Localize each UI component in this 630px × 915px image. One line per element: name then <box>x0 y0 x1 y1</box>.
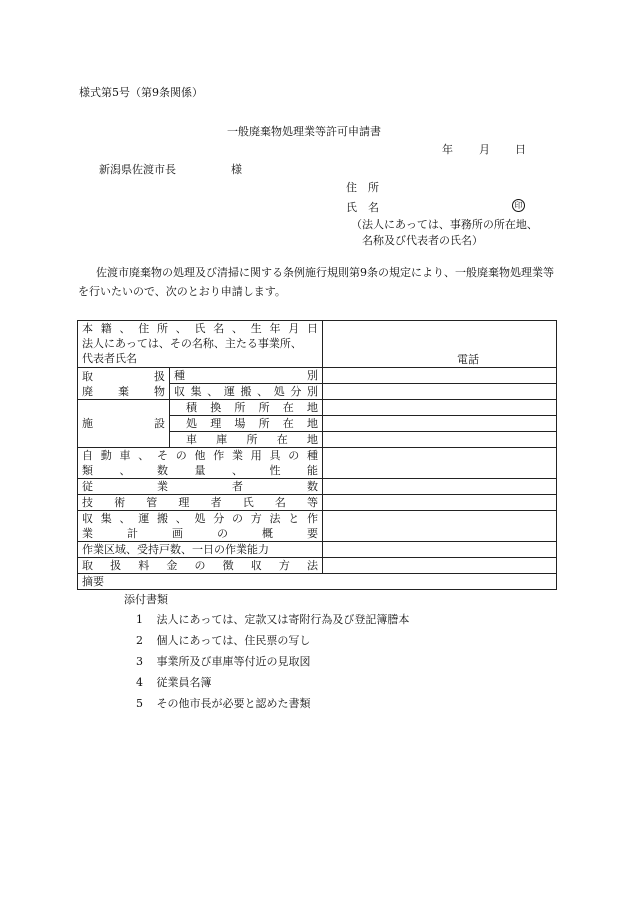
table-row <box>78 558 557 574</box>
attachment-text: その他市長が必要と認めた書類 <box>156 697 311 710</box>
applicant-address-label: 住 所 <box>346 181 379 194</box>
facility-label: 施設 <box>78 400 170 448</box>
waste-type-label: 種別 <box>170 368 323 384</box>
applicant-info-line1: 本籍、住所、氏名、生年月日 <box>82 322 319 335</box>
work-area-value-cell[interactable] <box>323 542 557 558</box>
attachment-text: 従業員名簿 <box>156 676 212 689</box>
seal-icon: 印 <box>512 199 525 212</box>
transfer-place-value-cell[interactable] <box>323 400 557 416</box>
addressee-honorific: 様 <box>231 163 242 176</box>
attachments-title: 添付書類 <box>124 593 168 606</box>
table-row <box>78 511 557 542</box>
attachment-number: 1 <box>136 613 143 626</box>
disposal-place-label: 処理場所在地 <box>170 416 323 432</box>
method-label-cell <box>78 511 323 542</box>
form-number: 様式第5号（第9条関係） <box>79 86 203 99</box>
attachment-item <box>136 694 311 714</box>
applicant-name-label: 氏 名 <box>346 201 379 214</box>
seal-mark <box>512 198 525 212</box>
garage-place-value-cell[interactable] <box>323 432 557 448</box>
form-title: 一般廃棄物処理業等許可申請書 <box>227 125 381 138</box>
table-row <box>78 368 557 384</box>
collect-type-label: 収集、運搬、処分別 <box>170 384 323 400</box>
attachment-item <box>136 631 310 651</box>
collect-type-value-cell[interactable] <box>323 384 557 400</box>
attachment-text: 法人にあっては、定款又は寄附行為及び登記簿謄本 <box>156 613 410 626</box>
attachment-item <box>136 610 409 630</box>
applicant-info-line3: 代表者氏名 <box>82 352 137 365</box>
handling-line1: 取扱 <box>82 369 165 383</box>
remarks-label: 摘要 <box>82 575 104 588</box>
applicant-info-value-cell[interactable] <box>323 321 557 368</box>
method-value-cell[interactable] <box>323 511 557 542</box>
table-row <box>78 542 557 558</box>
date-day: 日 <box>515 143 526 156</box>
vehicles-line2: 類、数量、性能 <box>82 464 319 477</box>
attachment-number: 4 <box>136 676 143 689</box>
attachment-number: 3 <box>136 655 143 668</box>
handling-line2: 廃棄物 <box>82 384 165 398</box>
engineer-value-cell[interactable] <box>323 495 557 511</box>
fee-label: 取扱料金の徴収方法 <box>78 558 323 574</box>
applicant-note-line1: （法人にあっては、事務所の所在地、 <box>351 218 538 231</box>
workers-value-cell[interactable] <box>323 479 557 495</box>
attachment-number: 2 <box>136 634 143 647</box>
waste-type-value-cell[interactable] <box>323 368 557 384</box>
workers-label: 従業者数 <box>78 479 323 495</box>
vehicles-value-cell[interactable] <box>323 448 557 479</box>
phone-label: 電話 <box>457 353 480 366</box>
applicant-note-line2: 名称及び代表者の氏名） <box>362 234 483 247</box>
table-row <box>78 479 557 495</box>
table-row <box>78 400 557 416</box>
table-row <box>78 495 557 511</box>
method-line2: 業計画の概要 <box>82 527 319 540</box>
table-row <box>78 321 557 368</box>
attachment-number: 5 <box>136 697 143 710</box>
table-row <box>78 448 557 479</box>
attachment-text: 事業所及び車庫等付近の見取図 <box>156 655 311 668</box>
garage-place-label: 車庫所在地 <box>170 432 323 448</box>
attachment-item <box>136 652 311 672</box>
vehicles-line1: 自動車、その他作業用具の種 <box>82 449 319 462</box>
vehicles-label-cell <box>78 448 323 479</box>
fee-value-cell[interactable] <box>323 558 557 574</box>
attachment-text: 個人にあっては、住民票の写し <box>156 634 311 647</box>
addressee-name: 新潟県佐渡市長 <box>99 163 176 176</box>
date-month: 月 <box>479 143 490 156</box>
work-area-label: 作業区域、受持戸数、一日の作業能力 <box>78 542 323 558</box>
transfer-place-label: 積換所所在地 <box>170 400 323 416</box>
handling-waste-label-cell <box>78 368 170 400</box>
remarks-cell[interactable] <box>78 574 557 590</box>
method-line1: 収集、運搬、処分の方法と作 <box>82 512 319 525</box>
applicant-info-line2: 法人にあっては、その名称、主たる事業所、 <box>82 337 302 350</box>
application-table <box>77 320 557 590</box>
intro-paragraph: 佐渡市廃棄物の処理及び清掃に関する条例施行規則第9条の規定により、一般廃棄物処理業等を行いたいので、次のとおり申請します。 <box>78 266 554 298</box>
engineer-label: 技術管理者氏名等 <box>78 495 323 511</box>
disposal-place-value-cell[interactable] <box>323 416 557 432</box>
date-year: 年 <box>442 143 453 156</box>
attachment-item <box>136 673 212 693</box>
applicant-info-label-cell <box>78 321 323 368</box>
table-row <box>78 574 557 590</box>
